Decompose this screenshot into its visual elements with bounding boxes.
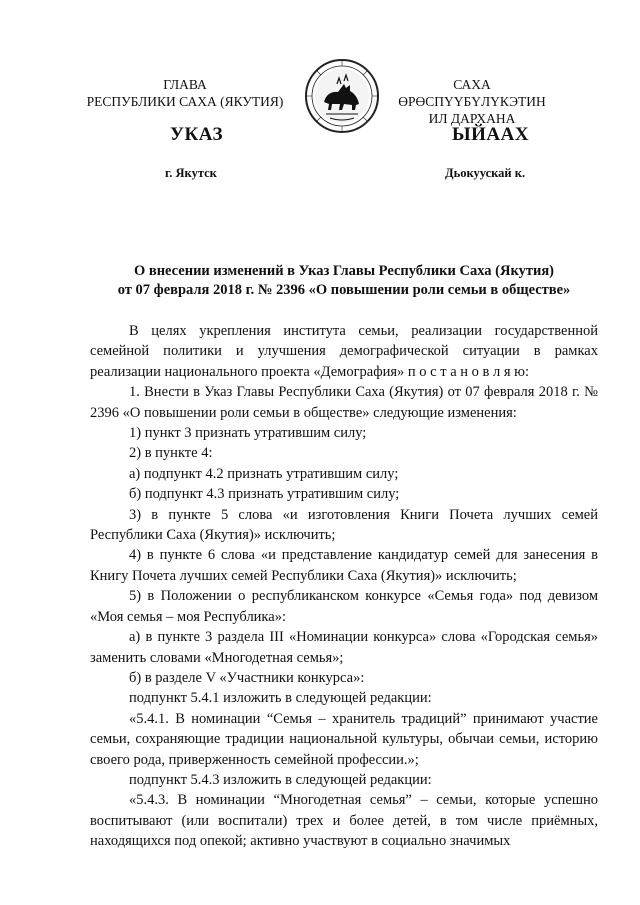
decree-title-sakha: ЫЙААХ [452,124,530,145]
place-ru: г. Якутск [165,166,217,180]
paragraph: «5.4.1. В номинации “Семья – хранитель традиций” принимают участие семьи, сохраняющие традиции национальной культуры, обычаи семьи, историю своего рода, приверженность семейной профессии.»; [90,710,598,768]
paragraph: подпункт 5.4.1 изложить в следующей редакции: [129,690,432,707]
document-title [80,262,608,300]
header-right [388,76,556,127]
document-body [90,321,598,852]
header-right-line2: ИЛ ДАРХАНА [428,111,516,126]
header-left-line2: РЕСПУБЛИКИ САХА (ЯКУТИЯ) [86,94,284,109]
paragraph: подпункт 5.4.3 изложить в следующей редакции: [129,771,432,788]
paragraph: 1) пункт 3 признать утратившим силу; [129,425,367,442]
paragraph: б) в разделе V «Участники конкурса»: [129,669,365,686]
paragraph: 2) в пункте 4: [129,445,213,462]
paragraph: а) в пункте 3 раздела III «Номинации конкурса» слова «Городская семья» заменить словами «Многодетная семья»; [90,629,598,666]
paragraph: а) подпункт 4.2 признать утратившим силу; [129,465,399,482]
paragraph: б) подпункт 4.3 признать утратившим силу; [129,486,400,503]
document-title-line1: О внесении изменений в Указ Главы Республики Саха (Якутия) [133,263,555,279]
paragraph: «5.4.3. В номинации “Многодетная семья” – семьи, которые успешно воспитывают (или воспитали) трех и более детей, в том числе приёмных, находящихся под опекой; активно участвуют в социально значимых [90,792,598,850]
paragraph: 4) в пункте 6 слова «и представление кандидатур семей для занесения в Книгу Почета лучших семей Республики Саха (Якутия)» исключить; [90,547,598,584]
header-left-line1: ГЛАВА [163,77,207,92]
paragraph: 1. Внести в Указ Главы Республики Саха (Якутия) от 07 февраля 2018 г. № 2396 «О повышении роли семьи в обществе» следующие изменения: [90,384,598,421]
header-left [60,76,310,110]
paragraph: В целях укрепления института семьи, реализации государственной семейной политики и улучшения демографической ситуации в рамках реализации национального проекта «Демография» п о с т а н о в л я ю: [90,323,598,380]
document-title-line2: от 07 февраля 2018 г. № 2396 «О повышении роли семьи в обществе» [117,282,571,298]
place-sakha: Дьокуускай к. [445,166,526,180]
header-right-line1: САХА ӨРӨСПҮҮБҮЛҮКЭТИН [398,77,546,109]
paragraph: 5) в Положении о республиканском конкурсе «Семья года» под девизом «Моя семья – моя Республика»: [90,588,598,625]
paragraph: 3) в пункте 5 слова «и изготовления Книги Почета лучших семей Республики Саха (Якутия)» исключить; [90,506,598,544]
coat-of-arms-emblem [304,58,380,134]
decree-title-ru: УКАЗ [170,124,223,145]
